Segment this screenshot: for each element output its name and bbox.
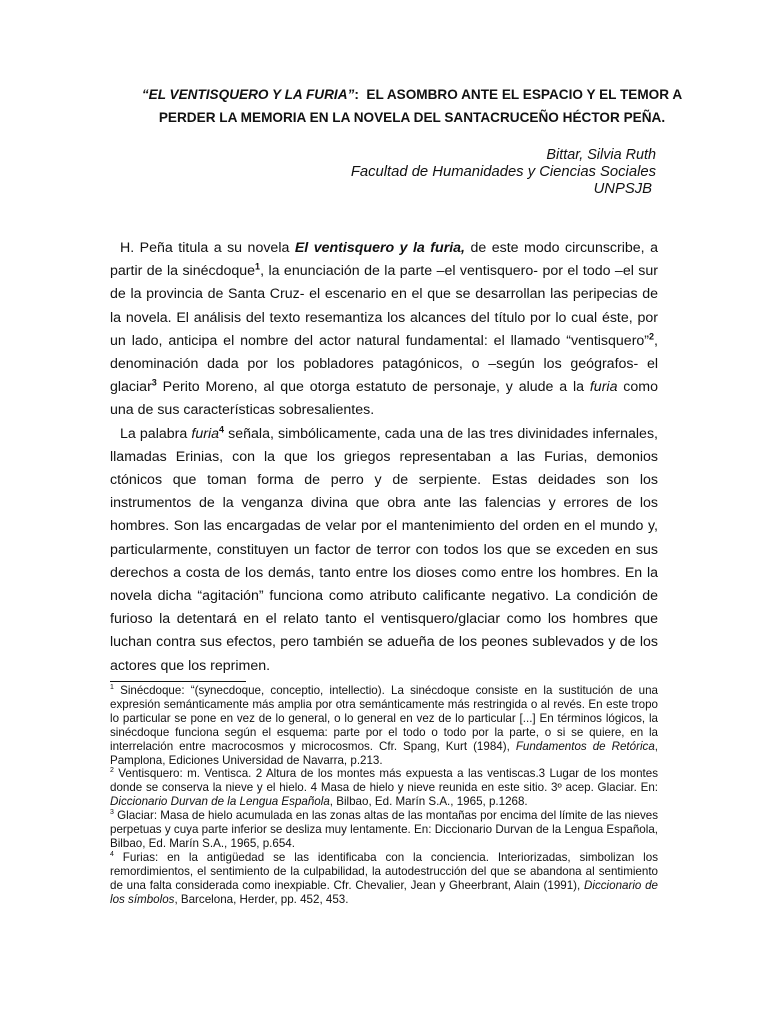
footnote-4 — [110, 851, 658, 907]
paragraph-2 — [110, 423, 658, 678]
p1-text-e: Perito Moreno, al que otorga estatuto de personaje, y alude a la — [156, 379, 590, 396]
paper-title — [112, 83, 712, 129]
footnote-text: Furias: en la antigüedad se las identificaba con la conciencia. Interiorizadas, simbolizan los remordimientos, el sentimiento de la culpabilidad, la autodestrucción del que se abandona al sentimiento de una falta considerada como inexpiable. Cfr. Chevalier, Jean y Gheerbrant, Alain (1991), — [110, 850, 658, 892]
footnote-number: 2 — [110, 767, 114, 775]
p2-text-b: señala, simbólicamente, cada una de las tres divinidades infernales, llamadas Erinias, con la que los griegos representaban a las Furias, demonios ctónicos que toman forma de perro y de serpiente. Estas deidades son los instrumentos de la venganza divina que obra ante las falencias y errores de los hombres. Son las encargadas de velar por el mantenimiento del orden en el mundo y, particularmente, constituyen un factor de terror con todos los que se exceden en sus derechos a costa de los demás, tanto entre los dioses como entre los hombres. En la novela dicha “agitación” funciona como atributo calificante negativo. La condición de furioso la detentará en el relato tanto el ventisquero/glaciar como los hombres que luchan contra sus efectos, pero también se adueña de los peones sublevados y de los actores que los reprimen. — [110, 425, 658, 674]
footnote-italic: Diccionario Durvan de la Lengua Española — [110, 795, 330, 809]
furia-term: furia — [589, 379, 618, 396]
footnote-number: 3 — [110, 809, 114, 817]
footnote-2 — [110, 767, 658, 809]
footnote-number: 1 — [110, 684, 114, 692]
p1-text-d: , denominación dada por los pobladores patagónicos, o –según los geógrafos- el glaciar — [110, 332, 658, 396]
footnote-text: Ventisquero: m. Ventisca. 2 Altura de los montes más expuesta a las ventiscas.3 Lugar de los montes donde se conserva la nieve y el hielo. 4 Masa de hielo y nieve reunida en este sitio. 3º acep. Glaciar. En: — [110, 767, 658, 795]
p1-text-c: , la enunciación de la parte –el ventisquero- por el todo –el sur de la provincia de Santa Cruz- el escenario en el que se desarrollan las peripecias de la novela. El análisis del texto resemantiza los alcances del título por lo cual éste, por un lado, anticipa el nombre del actor natural fundamental: el llamado “ventisquero” — [110, 263, 659, 349]
novel-title-ref: El ventisquero y la furia, — [294, 240, 465, 256]
footnote-1 — [110, 684, 658, 767]
p1-text-b: de este modo circunscribe, a partir de la sinécdoque — [110, 240, 658, 280]
paragraph-1 — [110, 237, 658, 423]
author-faculty: Facultad de Humanidades y Ciencias Sociales — [350, 164, 656, 180]
footnote-text: , Pamplona, Ediciones Universidad de Navarra, p.213. — [110, 739, 659, 767]
footnote-text: , Barcelona, Herder, pp. 452, 453. — [174, 892, 349, 906]
title-rest: EL ASOMBRO ANTE EL ESPACIO Y EL TEMOR A — [366, 87, 683, 102]
p2-text-a: La palabra — [120, 425, 192, 442]
body-text — [110, 237, 658, 678]
footnote-3 — [110, 809, 658, 851]
footnote-italic: Diccionario de los símbolos — [110, 878, 658, 906]
title-italic-part: “EL VENTISQUERO Y LA FURIA” — [141, 87, 355, 102]
title-line-1 — [112, 83, 712, 106]
title-line-2: PERDER LA MEMORIA EN LA NOVELA DEL SANTACRUCEÑO HÉCTOR PEÑA. — [158, 110, 666, 125]
footnote-ref-4[interactable]: 4 — [219, 423, 225, 434]
footnote-separator — [110, 681, 246, 682]
author-university: UNPSJB — [593, 181, 652, 197]
footnote-ref-2[interactable]: 2 — [649, 331, 655, 342]
footnote-number: 4 — [110, 851, 114, 859]
p1-text-f: como una de sus características sobresalientes. — [110, 379, 658, 419]
footnote-italic: Fundamentos de Retórica — [515, 739, 655, 753]
footnote-text: Sinécdoque: “(synecdoque, conceptio, intellectio). La sinécdoque consiste en la sustitución de una expresión semánticamente más amplia por otra semánticamente más restringida o al revés. En este tropo lo particular se pone en vez de lo general, o lo general en vez de lo particular [...] En términos lógicos, la sinécdoque funciona según el esquema: parte por el todo o todo por la parte, o si se quiere, en la interrelación entre macrocosmos y microcosmos. Cfr. Spang, Kurt (1984), — [110, 684, 658, 753]
title-colon: : — [354, 87, 359, 102]
author-name: Bittar, Silvia Ruth — [546, 147, 656, 163]
footnotes — [110, 684, 658, 907]
p1-text-a: H. Peña titula a su novela — [120, 240, 295, 256]
footnote-text: Glaciar: Masa de hielo acumulada en las zonas altas de las montañas por encima del límite de las nieves perpetuas y cuya parte inferior se desliza muy lentamente. En: Diccionario Durvan de la Lengua Española, Bilbao, Ed. Marín S.A., 1965, p.654. — [110, 809, 658, 850]
footnote-text: , Bilbao, Ed. Marín S.A., 1965, p.1268. — [329, 795, 528, 809]
footnote-ref-1[interactable]: 1 — [255, 261, 261, 272]
author-block — [351, 147, 656, 198]
footnote-ref-3[interactable]: 3 — [151, 377, 157, 388]
furia-term: furia — [191, 425, 219, 442]
